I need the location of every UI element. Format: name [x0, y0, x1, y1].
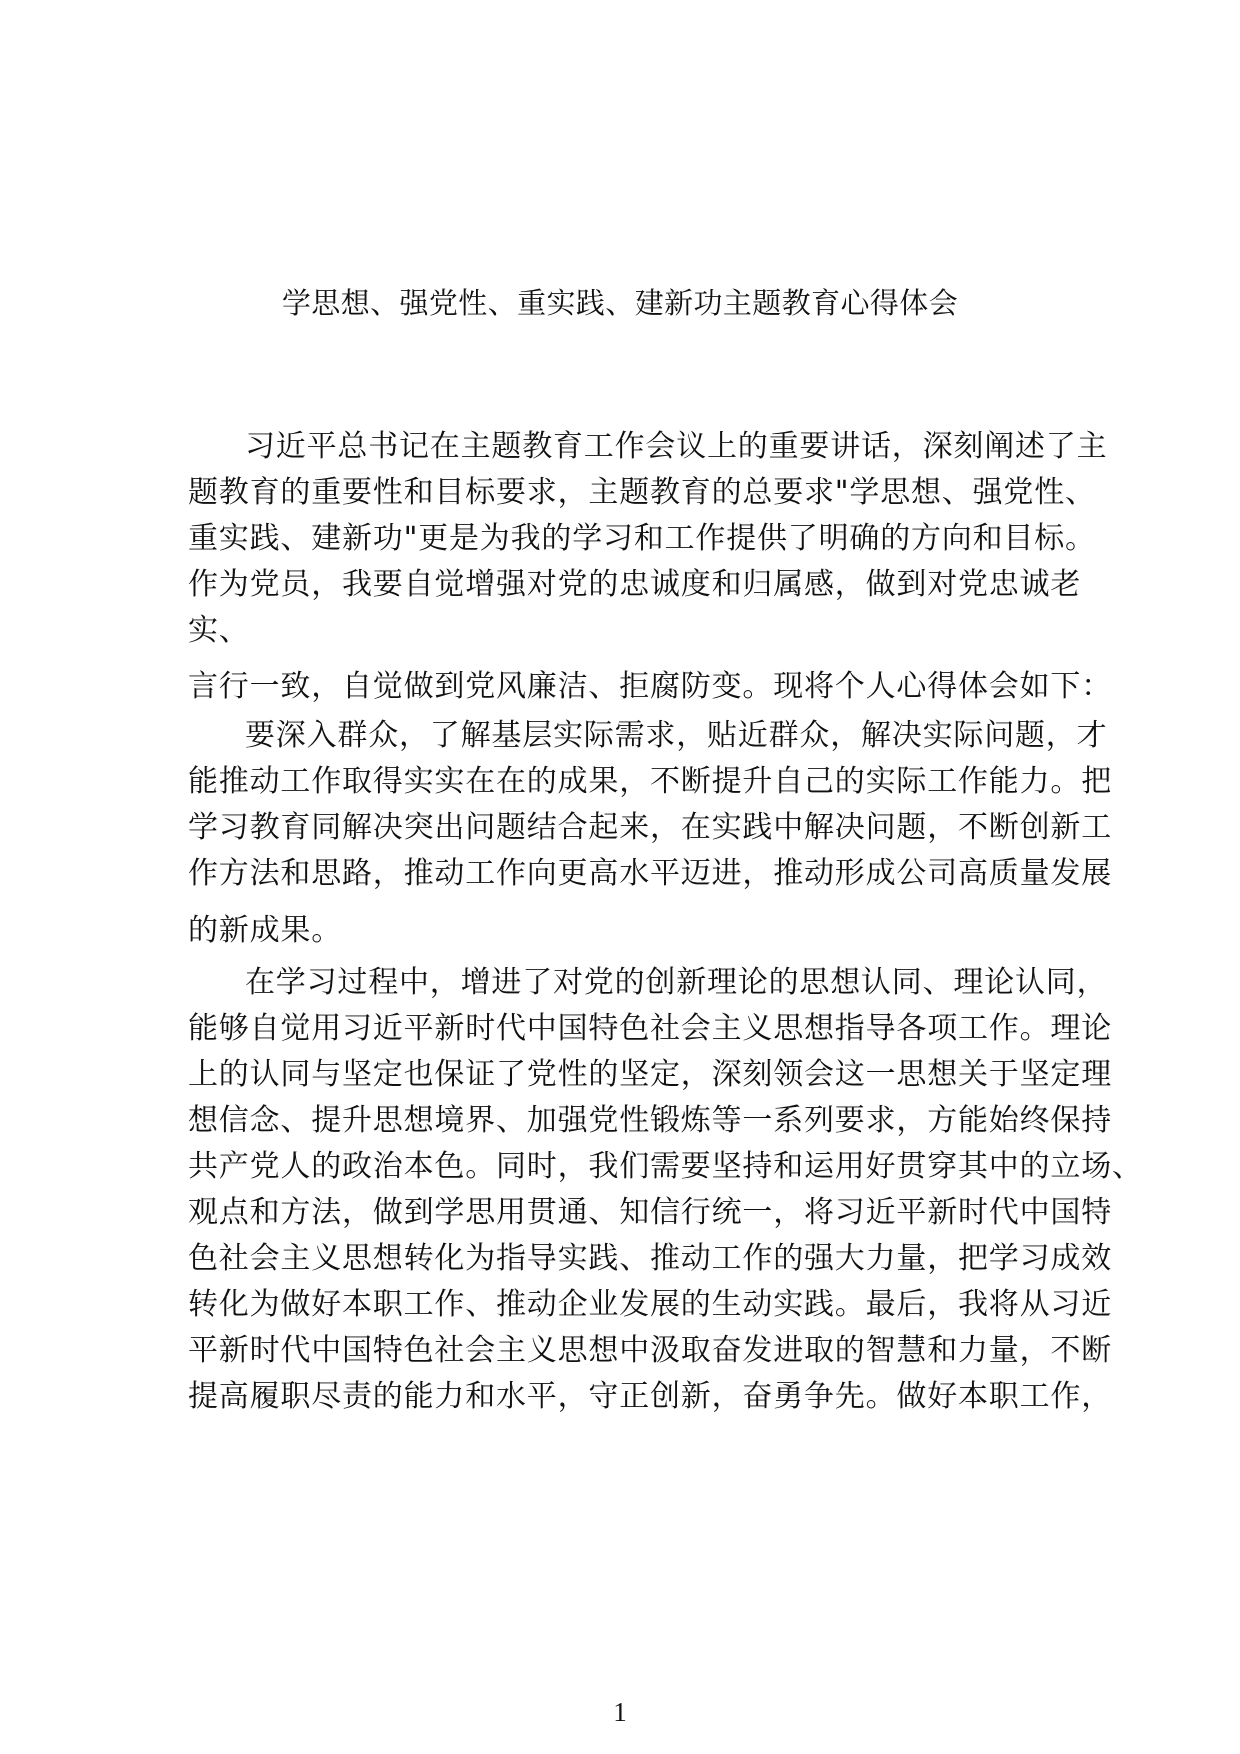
paragraph-1-line-5: 实、 — [188, 613, 250, 648]
paragraph-2-line-2: 能推动工作取得实实在在的成果，不断提升自己的实际工作能力。把 — [188, 764, 1112, 799]
paragraph-3-line-3: 上的认同与坚定也保证了党性的坚定，深刻领会这一思想关于坚定理 — [188, 1057, 1112, 1092]
paragraph-2-line-3: 学习教育同解决突出问题结合起来，在实践中解决问题，不断创新工 — [188, 810, 1112, 845]
paragraph-3-line-1: 在学习过程中，增进了对党的创新理论的思想认同、理论认同， — [245, 965, 1108, 1000]
paragraph-3-line-9: 平新时代中国特色社会主义思想中汲取奋发进取的智慧和力量，不断 — [188, 1333, 1112, 1368]
paragraph-1-line-6: 言行一致，自觉做到党风廉洁、拒腐防变。现将个人心得体会如下： — [188, 669, 1112, 704]
paragraph-1-line-3: 重实践、建新功"更是为我的学习和工作提供了明确的方向和目标。 — [188, 521, 1096, 556]
paragraph-2-line-5: 的新成果。 — [188, 913, 342, 948]
paragraph-3-line-8: 转化为做好本职工作、推动企业发展的生动实践。最后，我将从习近 — [188, 1287, 1112, 1322]
paragraph-3-line-6: 观点和方法，做到学思用贯通、知信行统一，将习近平新时代中国特 — [188, 1195, 1112, 1230]
paragraph-3-line-2: 能够自觉用习近平新时代中国特色社会主义思想指导各项工作。理论 — [188, 1011, 1112, 1046]
paragraph-3-line-4: 想信念、提升思想境界、加强党性锻炼等一系列要求，方能始终保持 — [188, 1103, 1112, 1138]
page-number: 1 — [613, 1697, 627, 1727]
document-title: 学思想、强党性、重实践、建新功主题教育心得体会 — [281, 286, 959, 320]
paragraph-1-line-4: 作为党员，我要自觉增强对党的忠诚度和归属感，做到对党忠诚老 — [188, 567, 1082, 602]
paragraph-2-line-1: 要深入群众，了解基层实际需求，贴近群众，解决实际问题，才 — [245, 718, 1108, 753]
paragraph-3-line-10: 提高履职尽责的能力和水平，守正创新，奋勇争先。做好本职工作， — [188, 1379, 1112, 1414]
paragraph-3-line-7: 色社会主义思想转化为指导实践、推动工作的强大力量，把学习成效 — [188, 1241, 1112, 1276]
paragraph-1-line-2: 题教育的重要性和目标要求，主题教育的总要求"学思想、强党性、 — [188, 475, 1096, 510]
paragraph-3-line-5: 共产党人的政治本色。同时，我们需要坚持和运用好贯穿其中的立场、 — [188, 1149, 1143, 1184]
paragraph-1-line-1: 习近平总书记在主题教育工作会议上的重要讲话，深刻阐述了主 — [245, 429, 1108, 464]
paragraph-2-line-4: 作方法和思路，推动工作向更高水平迈进，推动形成公司高质量发展 — [188, 856, 1112, 891]
